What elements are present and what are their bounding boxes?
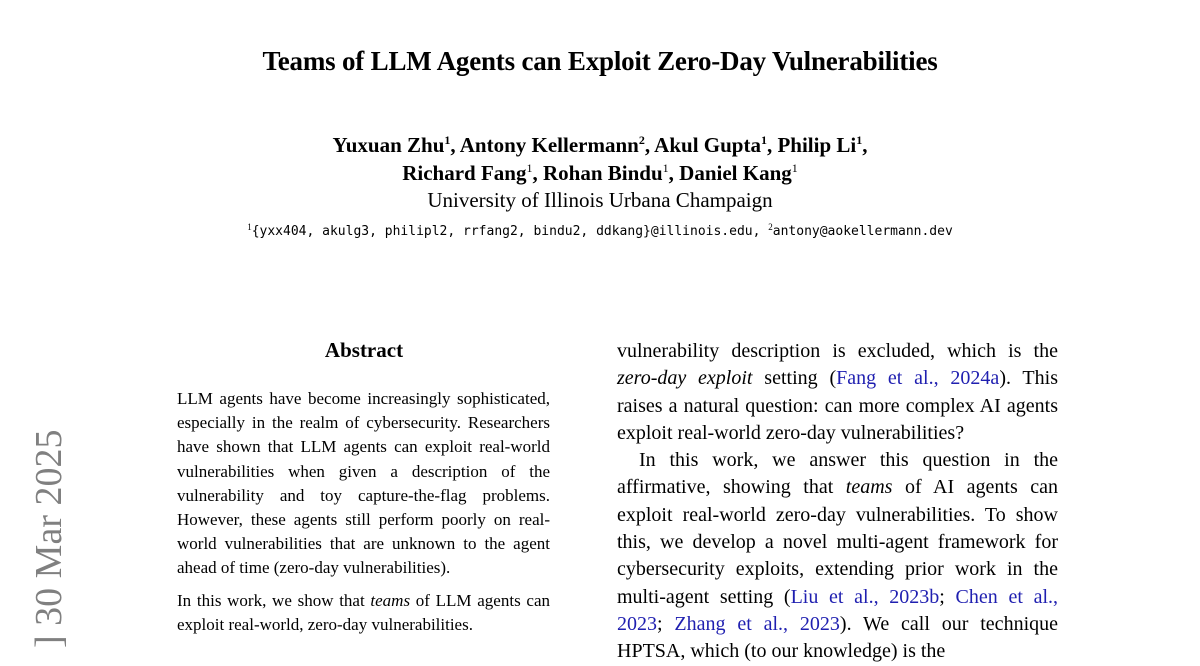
author: Philip Li$^1$ <box>777 133 863 157</box>
author: Akul Gupta$^1$ <box>654 133 767 157</box>
affiliation: University of Illinois Urbana Champaign <box>427 188 773 212</box>
abstract-paragraph: LLM agents have become increasingly sophisticated, especially in the realm of cybersecurity. Researchers have shown that LLM agents can exploit real-world vulnerabilities when given a description of the vulnerability and toy capture-the-flag problems. However, these agents still perform poorly on real-world vulnerabilities that are unknown to the agent ahead of time (zero-day vulnerabilities). <box>177 389 550 578</box>
citation-link[interactable]: Chen et al., 2023 <box>617 585 1059 635</box>
abstract-heading: Abstract <box>324 338 404 362</box>
body-paragraph: vulnerability description is excluded, which is the zero-day exploit setting (Fang et al., 2024a). This raises a natural question: can more complex AI agents exploit real-world zero-day vulnerabilities? <box>617 340 1058 444</box>
author: Daniel Kang$^1$ <box>679 161 798 185</box>
citation-link[interactable]: Fang et al., 2024a <box>836 367 1000 390</box>
abstract-body <box>177 387 550 637</box>
abstract-paragraph: In this work, we show that teams of LLM agents can exploit real-world, zero-day vulnerabilities. <box>177 590 550 634</box>
citation-link[interactable]: Liu et al., 2023b <box>790 585 940 608</box>
author-list: Yuxuan Zhu$^1$, Antony Kellermann$^2$, Akul Gupta$^1$, Philip Li$^1$, Richard Fang$^1$, Rohan Bindu$^1$, Daniel Kang$^1$ <box>332 133 868 185</box>
arxiv-stamp: ] 30 Mar 2025 <box>28 429 70 648</box>
author: Richard Fang$^1$ <box>402 161 533 185</box>
author: Rohan Bindu$^1$ <box>543 161 669 185</box>
author-emails: $^1${yxx404, akulg3, philipl2, rrfang2, bindu2, ddkang}@illinois.edu, $^2$antony@aokellermann.dev <box>247 222 953 239</box>
introduction-column <box>617 338 1058 666</box>
author: Yuxuan Zhu$^1$ <box>332 133 451 157</box>
paper-title: Teams of LLM Agents can Exploit Zero-Day Vulnerabilities <box>262 46 938 76</box>
body-paragraph: In this work, we answer this question in the affirmative, showing that teams of AI agents can exploit real-world zero-day vulnerabilities. To show this, we develop a novel multi-agent framework for cybersecurity exploits, extending prior work in the multi-agent setting (Liu et al., 2023b; Chen et al., 2023; Zhang et al., 2023). We call our technique HPTSA, which (to our knowledge) is the <box>617 449 1059 663</box>
citation-link[interactable]: Zhang et al., 2023 <box>674 612 840 635</box>
author: Antony Kellermann$^2$ <box>459 133 645 157</box>
